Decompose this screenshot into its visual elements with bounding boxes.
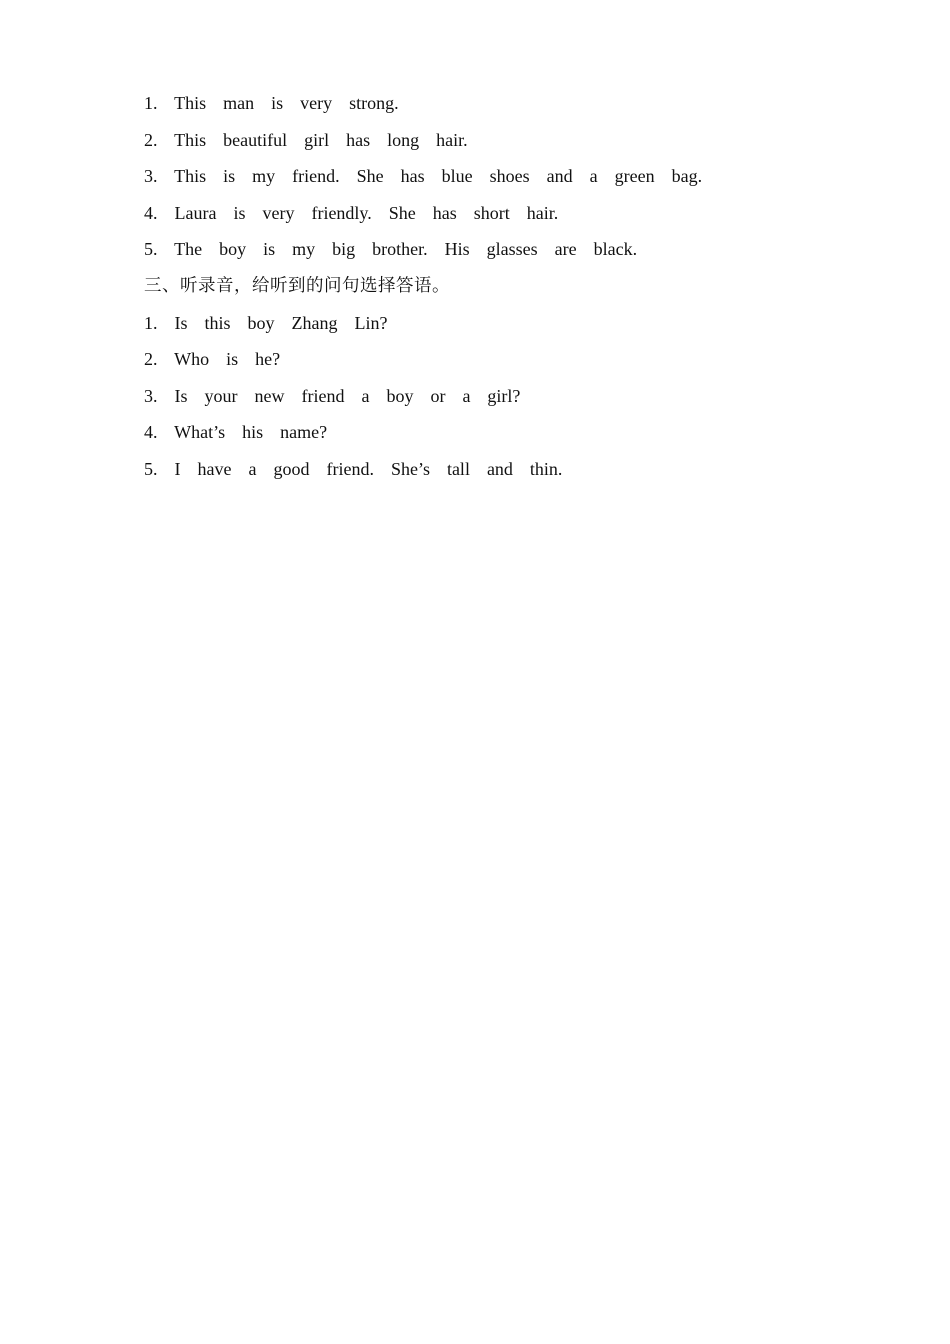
section-two-item-3: 3. This is my friend. She has blue shoes and a green bag. (144, 166, 703, 187)
section-three-item-3: 3. Is your new friend a boy or a girl? (144, 385, 521, 406)
section-three-heading: 三、听录音，给听到的问句选择答语。 (144, 275, 450, 296)
section-three-item-2: 2. Who is he? (144, 349, 281, 370)
section-two-item-4: 4. Laura is very friendly. She has short hair. (144, 202, 559, 223)
section-three-item-1: 1. Is this boy Zhang Lin? (144, 312, 388, 333)
section-two-item-2: 2. This beautiful girl has long hair. (144, 129, 468, 150)
section-three-item-4: 4. What’s his name? (144, 422, 328, 443)
section-three-item-5: 5. I have a good friend. She’s tall and thin. (144, 458, 563, 479)
section-two-item-1: 1. This man is very strong. (144, 93, 399, 113)
document-content (144, 90, 844, 493)
section-two-item-5: 5. The boy is my big brother. His glasses are black. (144, 239, 638, 260)
